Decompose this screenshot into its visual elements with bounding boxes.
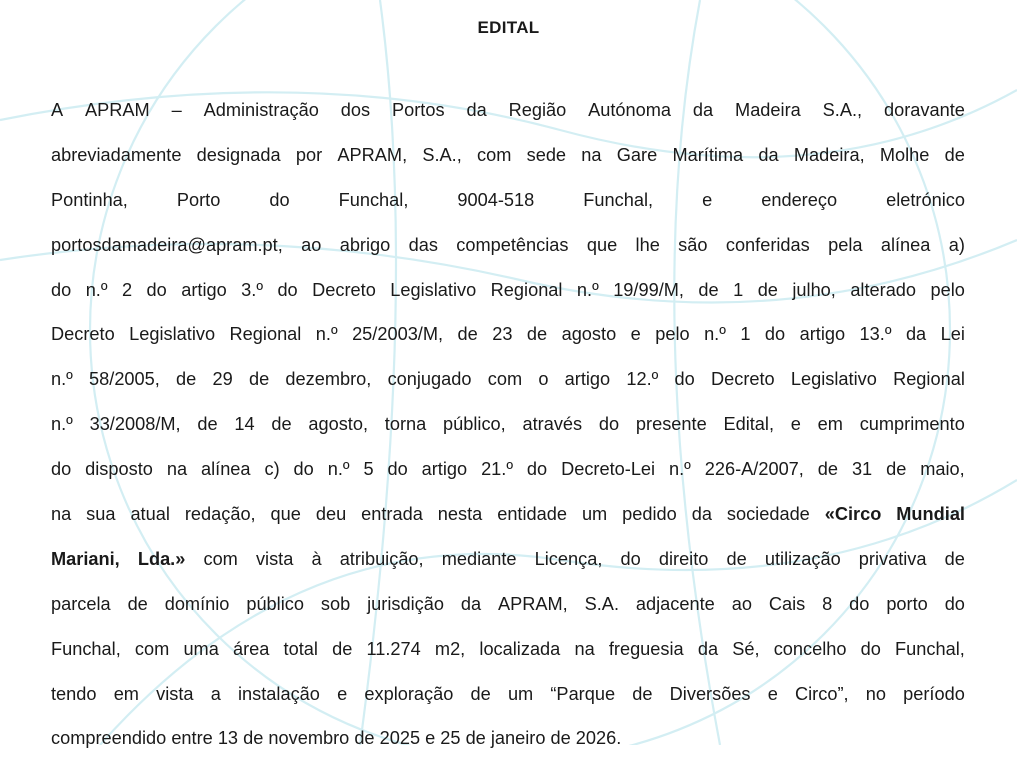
body-word: do (620, 548, 641, 569)
body-word: sua (86, 504, 116, 525)
body-word: de (526, 324, 548, 345)
body-word: Mariani, (51, 548, 120, 569)
body-word: ao (301, 234, 322, 255)
body-word: sob (320, 593, 351, 614)
body-word: A (51, 100, 64, 120)
body-word: m2, (434, 638, 466, 659)
body-word: de (944, 144, 965, 165)
body-word: Mundial (896, 504, 965, 525)
body-word: Decreto (312, 279, 376, 300)
body-line (51, 133, 965, 178)
body-line (51, 582, 965, 627)
body-word: Pontinha, (51, 189, 128, 210)
body-word: agosto, (308, 414, 369, 435)
body-line (51, 223, 965, 268)
body-word: do (944, 593, 965, 614)
body-word: a (210, 683, 221, 704)
body-word: julho, (792, 279, 836, 300)
body-word: com (134, 638, 170, 659)
body-word: na (51, 504, 72, 525)
body-word: da (691, 504, 712, 525)
body-word: artigo (799, 324, 846, 345)
body-word: área (232, 638, 270, 659)
body-word: alínea (880, 234, 931, 255)
body-word: são (678, 234, 708, 255)
body-word: deu (315, 504, 347, 525)
body-word: abreviadamente (51, 144, 182, 165)
body-word: n.º (51, 369, 73, 390)
body-word: Sé, (732, 638, 760, 659)
body-word: designada (196, 144, 281, 165)
body-word: sociedade (726, 504, 810, 525)
body-word: com (487, 369, 523, 390)
body-word: privativa (858, 548, 927, 569)
body-word: o (538, 369, 549, 390)
body-word: sede (526, 144, 567, 165)
body-word: S.A., (422, 144, 462, 165)
body-word: através (522, 414, 583, 435)
body-word: Diversões (669, 683, 751, 704)
body-word: Administração (203, 100, 319, 120)
body-word: n.º (327, 459, 350, 480)
body-line (51, 537, 965, 582)
body-word: da (692, 100, 714, 120)
body-word: de (176, 369, 197, 390)
body-word: de (726, 548, 747, 569)
body-word: concelho (773, 638, 847, 659)
body-word: Autónoma (588, 100, 672, 120)
body-word: «Circo (824, 504, 882, 525)
body-word: n.º (85, 279, 108, 300)
body-line (51, 672, 965, 717)
body-word: a) (948, 234, 965, 255)
body-word: atribuição, (339, 548, 424, 569)
body-word: de (817, 459, 839, 480)
body-word: que (270, 504, 301, 525)
body-word: à (311, 548, 322, 569)
body-word: Legislativo (390, 279, 477, 300)
body-word: de (470, 683, 491, 704)
body-line (51, 627, 965, 672)
body-word: redação, (184, 504, 256, 525)
body-word: artigo (421, 459, 468, 480)
body-word: 9004-518 (457, 189, 535, 210)
body-word: alterado (850, 279, 917, 300)
body-word: 12.º (626, 369, 659, 390)
body-word: total (283, 638, 318, 659)
body-word: em (113, 683, 139, 704)
body-word: porto (886, 593, 928, 614)
body-word: de (248, 369, 270, 390)
body-word: 11.274 (366, 638, 421, 659)
body-word: n.º (669, 459, 691, 480)
body-word: Decreto-Lei (561, 459, 656, 480)
body-word: da (697, 638, 719, 659)
body-word: 21.º (481, 459, 513, 480)
body-word: lhe (635, 234, 660, 255)
body-word: de (886, 459, 907, 480)
body-word: maio, (920, 459, 965, 480)
body-word: de (197, 414, 218, 435)
body-word: S.A. (584, 593, 619, 614)
body-word: atual (130, 504, 170, 525)
document-body (51, 88, 965, 761)
body-word: um (581, 504, 608, 525)
body-word: n.º (576, 279, 599, 300)
body-word: n.º (315, 324, 338, 345)
body-word: – (171, 100, 182, 120)
body-word: um (507, 683, 534, 704)
body-word: da (466, 100, 487, 120)
body-line (51, 447, 965, 492)
body-word: 23 (492, 324, 513, 345)
body-word: do (860, 638, 881, 659)
body-word: Marítima (672, 144, 744, 165)
body-word: do (146, 279, 167, 300)
body-word: competências (456, 234, 569, 255)
body-word: endereço (761, 189, 838, 210)
body-word: conjugado (387, 369, 472, 390)
body-word: ao (731, 593, 752, 614)
body-word: torna (384, 414, 427, 435)
body-word: n.º (51, 414, 73, 435)
body-word: Molhe (879, 144, 930, 165)
body-word: Regional (229, 324, 302, 345)
body-word: na (166, 459, 188, 480)
body-word: 5 (363, 459, 374, 480)
body-word: Decreto (51, 324, 115, 345)
body-word: na (581, 144, 602, 165)
body-word: Funchal, (895, 638, 965, 659)
body-word: e (337, 683, 348, 704)
document-title: EDITAL (477, 18, 540, 37)
body-word: pelo (930, 279, 965, 300)
body-word: da (758, 144, 779, 165)
body-word: artigo (181, 279, 227, 300)
body-word: agosto (561, 324, 617, 345)
body-word: Licença, (534, 548, 603, 569)
body-word: público, (443, 414, 506, 435)
body-word: 19/99/M, (613, 279, 684, 300)
body-word: domínio (164, 593, 230, 614)
body-line (51, 268, 965, 313)
body-word: no (865, 683, 886, 704)
body-word: Porto (176, 189, 221, 210)
body-word: de (757, 279, 778, 300)
body-word: em (817, 414, 843, 435)
body-word: “Parque (550, 683, 616, 704)
body-word: do (598, 414, 620, 435)
body-word: 3.º (241, 279, 263, 300)
body-word: do (51, 279, 72, 300)
body-word: Legislativo (790, 369, 877, 390)
body-word: doravante (883, 100, 965, 120)
body-word: 13.º (859, 324, 892, 345)
body-word: por (295, 144, 323, 165)
body-word: do (764, 324, 786, 345)
body-word: vista (255, 548, 294, 569)
body-word: Madeira (735, 100, 801, 120)
body-word: 8 (822, 593, 833, 614)
body-word: Madeira, (793, 144, 865, 165)
body-word: direito (658, 548, 709, 569)
body-word: Funchal, (51, 638, 121, 659)
body-line (51, 88, 965, 133)
body-word: de (127, 593, 148, 614)
body-word: APRAM, (337, 144, 408, 165)
body-line (51, 178, 965, 223)
body-word: Região (508, 100, 567, 120)
body-word: nesta (437, 504, 483, 525)
body-word: Funchal, (338, 189, 409, 210)
body-word: alínea (200, 459, 251, 480)
body-word: conferidas (725, 234, 810, 255)
body-word: entidade (497, 504, 567, 525)
body-word: disposto (85, 459, 153, 480)
body-word: 226-A/2007, (704, 459, 804, 480)
body-word: cumprimento (859, 414, 965, 435)
body-word: do (674, 369, 695, 390)
body-line: compreendido entre 13 de novembro de 2025 e 25 de janeiro de 2026. (51, 728, 622, 749)
body-word: 31 (851, 459, 873, 480)
body-word: entrada (361, 504, 423, 525)
body-word: de (332, 638, 353, 659)
body-word: do (277, 279, 298, 300)
body-word: da (905, 324, 927, 345)
body-word: pelo (655, 324, 690, 345)
body-word: Regional (490, 279, 563, 300)
body-word: de (271, 414, 292, 435)
body-word: da (460, 593, 482, 614)
body-word: 1 (733, 279, 744, 300)
body-word: na (574, 638, 595, 659)
body-word: Circo”, (795, 683, 849, 704)
body-word: instalação (238, 683, 320, 704)
body-word: presente (635, 414, 707, 435)
body-word: e (702, 189, 713, 210)
body-word: parcela (51, 593, 111, 614)
body-word: das (408, 234, 438, 255)
body-line (51, 312, 965, 357)
body-word: Legislativo (129, 324, 216, 345)
body-word: dezembro, (285, 369, 372, 390)
body-word: do (387, 459, 408, 480)
body-word: que (586, 234, 618, 255)
body-word: do (51, 459, 72, 480)
body-word: Lei (940, 324, 965, 345)
body-word: tendo (51, 683, 97, 704)
body-word: 2 (121, 279, 133, 300)
body-word: período (903, 683, 965, 704)
body-word: e (630, 324, 641, 345)
body-word: de (698, 279, 719, 300)
body-word: eletrónico (886, 189, 965, 210)
body-word: 58/2005, (89, 369, 160, 390)
body-word: Edital, (723, 414, 775, 435)
body-word: jurisdição (367, 593, 444, 614)
body-word: exploração (364, 683, 454, 704)
body-word: S.A., (822, 100, 863, 120)
body-line (51, 357, 965, 402)
body-word: e (790, 414, 801, 435)
body-word: com (203, 548, 238, 569)
body-word: abrigo (339, 234, 391, 255)
body-word: vista (156, 683, 194, 704)
body-word: c) (264, 459, 280, 480)
body-word: de (457, 324, 478, 345)
body-line (51, 492, 965, 537)
body-word: adjacente (635, 593, 715, 614)
body-word: dos (340, 100, 371, 120)
body-word: 25/2003/M, (352, 324, 444, 345)
body-word: Portos (391, 100, 445, 120)
body-word: freguesia (608, 638, 684, 659)
body-word: uma (183, 638, 219, 659)
body-word: 33/2008/M, (89, 414, 181, 435)
body-line (51, 402, 965, 447)
body-word: utilização (764, 548, 841, 569)
body-word: com (477, 144, 512, 165)
body-word: pela (828, 234, 863, 255)
body-word: de (632, 683, 653, 704)
body-word: público (246, 593, 304, 614)
body-word: do (269, 189, 290, 210)
body-word: Decreto (710, 369, 775, 390)
body-word: e (767, 683, 778, 704)
body-word: localizada (479, 638, 561, 659)
body-word: APRAM, (497, 593, 568, 614)
body-word: APRAM (85, 100, 150, 120)
body-word: 14 (234, 414, 255, 435)
body-word: pedido (622, 504, 677, 525)
body-word: Regional (893, 369, 965, 390)
body-word: de (944, 548, 965, 569)
body-word: artigo (564, 369, 611, 390)
body-word[interactable]: portosdamadeira@apram.pt, (51, 234, 283, 255)
body-word: do (526, 459, 548, 480)
body-word: Gare (616, 144, 658, 165)
body-word: do (293, 459, 314, 480)
body-word: mediante (441, 548, 517, 569)
body-word: Cais (768, 593, 806, 614)
body-word: Lda.» (137, 548, 186, 569)
body-word: do (849, 593, 870, 614)
body-word: Funchal, (583, 189, 654, 210)
body-word: 1 (740, 324, 751, 345)
body-word: n.º (704, 324, 726, 345)
body-word: 29 (212, 369, 233, 390)
